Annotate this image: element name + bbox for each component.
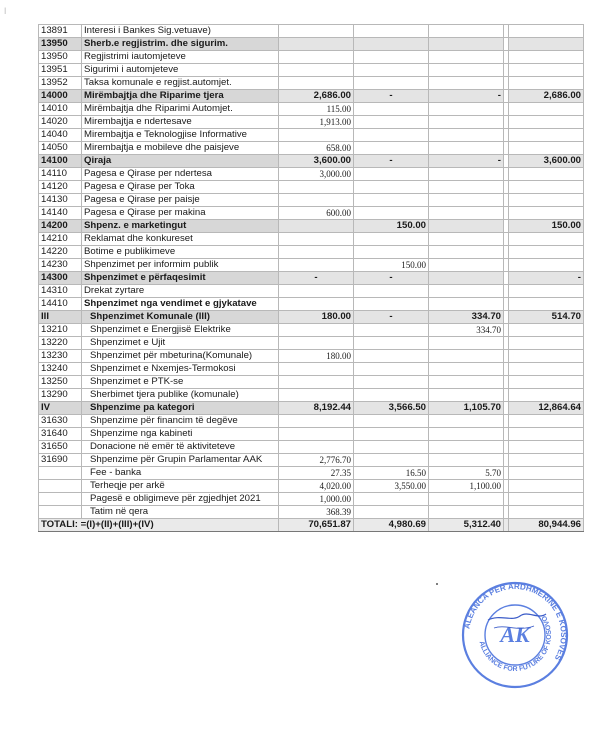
amount-col-2: [354, 38, 429, 51]
amount-col-1: 368.39: [279, 506, 354, 519]
grand-total-sum: 80,944.96: [509, 519, 584, 532]
row-total: -: [509, 272, 584, 285]
table-row: [39, 103, 584, 116]
row-total: [509, 129, 584, 142]
account-name: Sherbimet tjera publike (komunale): [82, 389, 279, 402]
amount-col-3: [429, 220, 504, 233]
amount-col-2: [354, 77, 429, 90]
row-total: [509, 285, 584, 298]
table-row: [39, 337, 584, 350]
amount-col-2: [354, 428, 429, 441]
table-row: [39, 246, 584, 259]
amount-col-3: [429, 25, 504, 38]
account-name: Botime e publikimeve: [82, 246, 279, 259]
row-total: [509, 441, 584, 454]
account-code: [39, 480, 82, 493]
amount-col-1: [279, 246, 354, 259]
account-code: 31640: [39, 428, 82, 441]
amount-col-3: [429, 376, 504, 389]
amount-col-1: [279, 194, 354, 207]
row-total: 150.00: [509, 220, 584, 233]
amount-col-2: [354, 194, 429, 207]
account-code: 13952: [39, 77, 82, 90]
account-name: Shpenzime për financim të degëve: [82, 415, 279, 428]
amount-col-1: [279, 25, 354, 38]
account-code: 14020: [39, 116, 82, 129]
amount-col-1: [279, 77, 354, 90]
amount-col-2: [354, 441, 429, 454]
table-row: [39, 194, 584, 207]
account-code: 14230: [39, 259, 82, 272]
amount-col-1: [279, 415, 354, 428]
account-code: 14120: [39, 181, 82, 194]
account-name: Taksa komunale e regjist.automjet.: [82, 77, 279, 90]
table-row: [39, 90, 584, 103]
amount-col-3: [429, 441, 504, 454]
account-name: Shpenzimet Komunale (III): [82, 311, 279, 324]
account-code: 14050: [39, 142, 82, 155]
table-row: [39, 168, 584, 181]
amount-col-3: [429, 428, 504, 441]
amount-col-1: 2,686.00: [279, 90, 354, 103]
table-row: [39, 207, 584, 220]
account-name: Mirëmbajtja dhe Riparime tjera: [82, 90, 279, 103]
amount-col-3: -: [429, 90, 504, 103]
amount-col-1: 115.00: [279, 103, 354, 116]
account-code: 13250: [39, 376, 82, 389]
row-total: [509, 181, 584, 194]
amount-col-2: -: [354, 272, 429, 285]
table-row: [39, 428, 584, 441]
account-name: Mirembajtja e ndertesave: [82, 116, 279, 129]
amount-col-1: 3,600.00: [279, 155, 354, 168]
amount-col-1: 4,020.00: [279, 480, 354, 493]
amount-col-3: [429, 64, 504, 77]
row-total: [509, 168, 584, 181]
amount-col-1: 600.00: [279, 207, 354, 220]
account-code: 14000: [39, 90, 82, 103]
table-row: [39, 506, 584, 519]
amount-col-2: [354, 103, 429, 116]
account-name: Shpenz. e marketingut: [82, 220, 279, 233]
amount-col-1: [279, 259, 354, 272]
amount-col-2: [354, 129, 429, 142]
party-stamp-seal: [460, 580, 570, 690]
amount-col-1: [279, 220, 354, 233]
account-name: Pagesa e Qirase per makina: [82, 207, 279, 220]
amount-col-2: 3,550.00: [354, 480, 429, 493]
account-name: Mirembajtja e mobileve dhe paisjeve: [82, 142, 279, 155]
account-code: 13891: [39, 25, 82, 38]
account-name: Shpenzimet për mbeturina(Komunale): [82, 350, 279, 363]
amount-col-1: [279, 285, 354, 298]
row-total: [509, 64, 584, 77]
amount-col-2: [354, 64, 429, 77]
account-code: 13230: [39, 350, 82, 363]
amount-col-1: [279, 233, 354, 246]
amount-col-2: [354, 506, 429, 519]
table-row: [39, 311, 584, 324]
account-code: 13950: [39, 38, 82, 51]
amount-col-1: [279, 428, 354, 441]
row-total: 3,600.00: [509, 155, 584, 168]
account-name: Shpenzime pa kategori: [82, 402, 279, 415]
amount-col-2: -: [354, 311, 429, 324]
amount-col-3: [429, 363, 504, 376]
amount-col-3: [429, 350, 504, 363]
grand-total-col-3: 5,312.40: [429, 519, 504, 532]
amount-col-3: [429, 77, 504, 90]
amount-col-3: [429, 272, 504, 285]
amount-col-3: [429, 389, 504, 402]
amount-col-3: [429, 38, 504, 51]
account-name: Qiraja: [82, 155, 279, 168]
account-name: Shpenzimet e përfaqesimit: [82, 272, 279, 285]
table-row: [39, 155, 584, 168]
amount-col-1: [279, 441, 354, 454]
page-margin-mark: ǀ: [4, 6, 7, 16]
row-total: [509, 480, 584, 493]
table-row: [39, 64, 584, 77]
amount-col-2: 150.00: [354, 259, 429, 272]
table-row: [39, 298, 584, 311]
row-total: 514.70: [509, 311, 584, 324]
account-code: 14220: [39, 246, 82, 259]
table-row: [39, 415, 584, 428]
amount-col-3: 334.70: [429, 324, 504, 337]
account-code: 14300: [39, 272, 82, 285]
amount-col-2: [354, 116, 429, 129]
amount-col-1: [279, 129, 354, 142]
table-row: [39, 272, 584, 285]
account-code: 14130: [39, 194, 82, 207]
account-code: 14310: [39, 285, 82, 298]
amount-col-3: 1,100.00: [429, 480, 504, 493]
amount-col-2: [354, 207, 429, 220]
amount-col-3: [429, 233, 504, 246]
row-total: 12,864.64: [509, 402, 584, 415]
amount-col-1: [279, 376, 354, 389]
amount-col-1: 180.00: [279, 350, 354, 363]
table-row: [39, 389, 584, 402]
amount-col-2: -: [354, 90, 429, 103]
amount-col-2: [354, 181, 429, 194]
account-code: 14100: [39, 155, 82, 168]
row-total: [509, 207, 584, 220]
table-row: [39, 480, 584, 493]
amount-col-3: 1,105.70: [429, 402, 504, 415]
amount-col-1: 3,000.00: [279, 168, 354, 181]
amount-col-1: [279, 389, 354, 402]
amount-col-2: [354, 415, 429, 428]
amount-col-3: [429, 129, 504, 142]
row-total: [509, 324, 584, 337]
account-name: Shpenzimet e PTK-se: [82, 376, 279, 389]
row-total: [509, 142, 584, 155]
account-name: Shpenzime për Grupin Parlamentar AAK: [82, 454, 279, 467]
account-code: [39, 467, 82, 480]
table-row: [39, 402, 584, 415]
table-row: [39, 285, 584, 298]
amount-col-2: [354, 493, 429, 506]
account-name: Regjistrimi iautomjeteve: [82, 51, 279, 64]
account-code: 31650: [39, 441, 82, 454]
amount-col-3: [429, 194, 504, 207]
amount-col-1: [279, 337, 354, 350]
grand-total-row: [39, 519, 584, 532]
table-row: [39, 129, 584, 142]
row-total: [509, 350, 584, 363]
row-total: [509, 25, 584, 38]
amount-col-2: [354, 142, 429, 155]
account-name: Shpenzimet e Nxemjes-Termokosi: [82, 363, 279, 376]
amount-col-3: [429, 454, 504, 467]
stamp-logo-letters: AK: [500, 622, 530, 647]
account-code: III: [39, 311, 82, 324]
row-total: [509, 337, 584, 350]
account-code: [39, 506, 82, 519]
table-row: [39, 493, 584, 506]
account-name: Donacione në emër të aktiviteteve: [82, 441, 279, 454]
account-code: 13290: [39, 389, 82, 402]
amount-col-2: [354, 25, 429, 38]
row-total: [509, 194, 584, 207]
amount-col-3: [429, 493, 504, 506]
amount-col-2: [354, 298, 429, 311]
account-code: 14140: [39, 207, 82, 220]
row-total: [509, 428, 584, 441]
stamp-inner-text: ALLIANCE FOR FUTURE OF KOSOVO: [477, 614, 554, 674]
amount-col-3: [429, 246, 504, 259]
expense-ledger-table: [38, 24, 584, 532]
amount-col-3: [429, 142, 504, 155]
account-code: 13950: [39, 51, 82, 64]
table-row: [39, 181, 584, 194]
account-name: Fee - banka: [82, 467, 279, 480]
table-row: [39, 376, 584, 389]
amount-col-2: [354, 454, 429, 467]
account-name: Mirëmbajtja dhe Riparimi Automjet.: [82, 103, 279, 116]
account-name: Pagesa e Qirase per paisje: [82, 194, 279, 207]
amount-col-1: [279, 181, 354, 194]
row-total: [509, 467, 584, 480]
table-row: [39, 142, 584, 155]
account-code: IV: [39, 402, 82, 415]
account-name: Shpenzimet e Ujit: [82, 337, 279, 350]
row-total: [509, 415, 584, 428]
row-total: [509, 363, 584, 376]
grand-total-label: TOTALI: =(I)+(II)+(III)+(IV): [39, 519, 279, 532]
account-code: 14200: [39, 220, 82, 233]
account-name: Terheqje per arkë: [82, 480, 279, 493]
amount-col-1: 1,913.00: [279, 116, 354, 129]
account-name: Pagesë e obligimeve për zgjedhjet 2021: [82, 493, 279, 506]
row-total: 2,686.00: [509, 90, 584, 103]
amount-col-2: 150.00: [354, 220, 429, 233]
table-row: [39, 350, 584, 363]
amount-col-3: 334.70: [429, 311, 504, 324]
amount-col-3: [429, 506, 504, 519]
row-total: [509, 38, 584, 51]
amount-col-2: [354, 51, 429, 64]
account-code: 14040: [39, 129, 82, 142]
amount-col-3: [429, 168, 504, 181]
account-name: Shpenzime nga kabineti: [82, 428, 279, 441]
amount-col-2: [354, 285, 429, 298]
account-name: Shpenzimet e Energjisë Elektrike: [82, 324, 279, 337]
account-name: Sherb.e regjistrim. dhe sigurim.: [82, 38, 279, 51]
amount-col-2: 16.50: [354, 467, 429, 480]
account-name: Mirembajtja e Teknologjise Informative: [82, 129, 279, 142]
amount-col-1: 27.35: [279, 467, 354, 480]
table-row: [39, 77, 584, 90]
table-row: [39, 38, 584, 51]
grand-total-col-1: 70,651.87: [279, 519, 354, 532]
stray-dot: [436, 583, 438, 585]
amount-col-1: 1,000.00: [279, 493, 354, 506]
table-row: [39, 467, 584, 480]
amount-col-3: [429, 337, 504, 350]
amount-col-3: [429, 207, 504, 220]
amount-col-1: 180.00: [279, 311, 354, 324]
account-name: Pagesa e Qirase per Toka: [82, 181, 279, 194]
account-code: [39, 493, 82, 506]
stamp-outer-text: ALEANCA PËR ARDHMËRINË E KOSOVËS: [462, 581, 569, 662]
account-name: Shpenzimet nga vendimet e gjykatave: [82, 298, 279, 311]
amount-col-2: [354, 168, 429, 181]
amount-col-3: -: [429, 155, 504, 168]
amount-col-3: [429, 285, 504, 298]
amount-col-1: 2,776.70: [279, 454, 354, 467]
row-total: [509, 246, 584, 259]
row-total: [509, 103, 584, 116]
amount-col-2: [354, 324, 429, 337]
table-row: [39, 454, 584, 467]
amount-col-2: [354, 233, 429, 246]
amount-col-2: [354, 246, 429, 259]
amount-col-3: 5.70: [429, 467, 504, 480]
table-row: [39, 51, 584, 64]
row-total: [509, 116, 584, 129]
row-total: [509, 389, 584, 402]
amount-col-3: [429, 116, 504, 129]
row-total: [509, 298, 584, 311]
row-total: [509, 77, 584, 90]
amount-col-2: 3,566.50: [354, 402, 429, 415]
row-total: [509, 454, 584, 467]
amount-col-1: -: [279, 272, 354, 285]
table-row: [39, 220, 584, 233]
account-code: 31630: [39, 415, 82, 428]
amount-col-1: [279, 38, 354, 51]
account-name: Interesi i Bankes Sig.vetuave): [82, 25, 279, 38]
amount-col-1: [279, 298, 354, 311]
table-row: [39, 363, 584, 376]
account-code: 14210: [39, 233, 82, 246]
table-row: [39, 233, 584, 246]
amount-col-1: [279, 64, 354, 77]
account-code: 13220: [39, 337, 82, 350]
amount-col-1: 8,192.44: [279, 402, 354, 415]
amount-col-2: [354, 350, 429, 363]
amount-col-1: 658.00: [279, 142, 354, 155]
account-name: Drekat zyrtare: [82, 285, 279, 298]
grand-total-col-2: 4,980.69: [354, 519, 429, 532]
row-total: [509, 233, 584, 246]
amount-col-2: [354, 337, 429, 350]
account-name: Reklamat dhe konkureset: [82, 233, 279, 246]
account-name: Pagesa e Qirase per ndertesa: [82, 168, 279, 181]
table-row: [39, 25, 584, 38]
amount-col-1: [279, 363, 354, 376]
row-total: [509, 493, 584, 506]
table-row: [39, 259, 584, 272]
amount-col-3: [429, 103, 504, 116]
row-total: [509, 506, 584, 519]
account-code: 13951: [39, 64, 82, 77]
account-name: Tatim në qera: [82, 506, 279, 519]
table-row: [39, 441, 584, 454]
row-total: [509, 376, 584, 389]
amount-col-3: [429, 181, 504, 194]
amount-col-3: [429, 259, 504, 272]
amount-col-3: [429, 298, 504, 311]
row-total: [509, 51, 584, 64]
account-code: 13210: [39, 324, 82, 337]
table-row: [39, 116, 584, 129]
amount-col-3: [429, 51, 504, 64]
account-name: Sigurimi i automjeteve: [82, 64, 279, 77]
account-code: 14010: [39, 103, 82, 116]
account-code: 14410: [39, 298, 82, 311]
account-code: 14110: [39, 168, 82, 181]
amount-col-1: [279, 51, 354, 64]
amount-col-2: [354, 389, 429, 402]
amount-col-2: -: [354, 155, 429, 168]
amount-col-1: [279, 324, 354, 337]
amount-col-2: [354, 363, 429, 376]
account-code: 13240: [39, 363, 82, 376]
table-row: [39, 324, 584, 337]
account-name: Shpenzimet per informim publik: [82, 259, 279, 272]
amount-col-2: [354, 376, 429, 389]
row-total: [509, 259, 584, 272]
account-code: 31690: [39, 454, 82, 467]
amount-col-3: [429, 415, 504, 428]
